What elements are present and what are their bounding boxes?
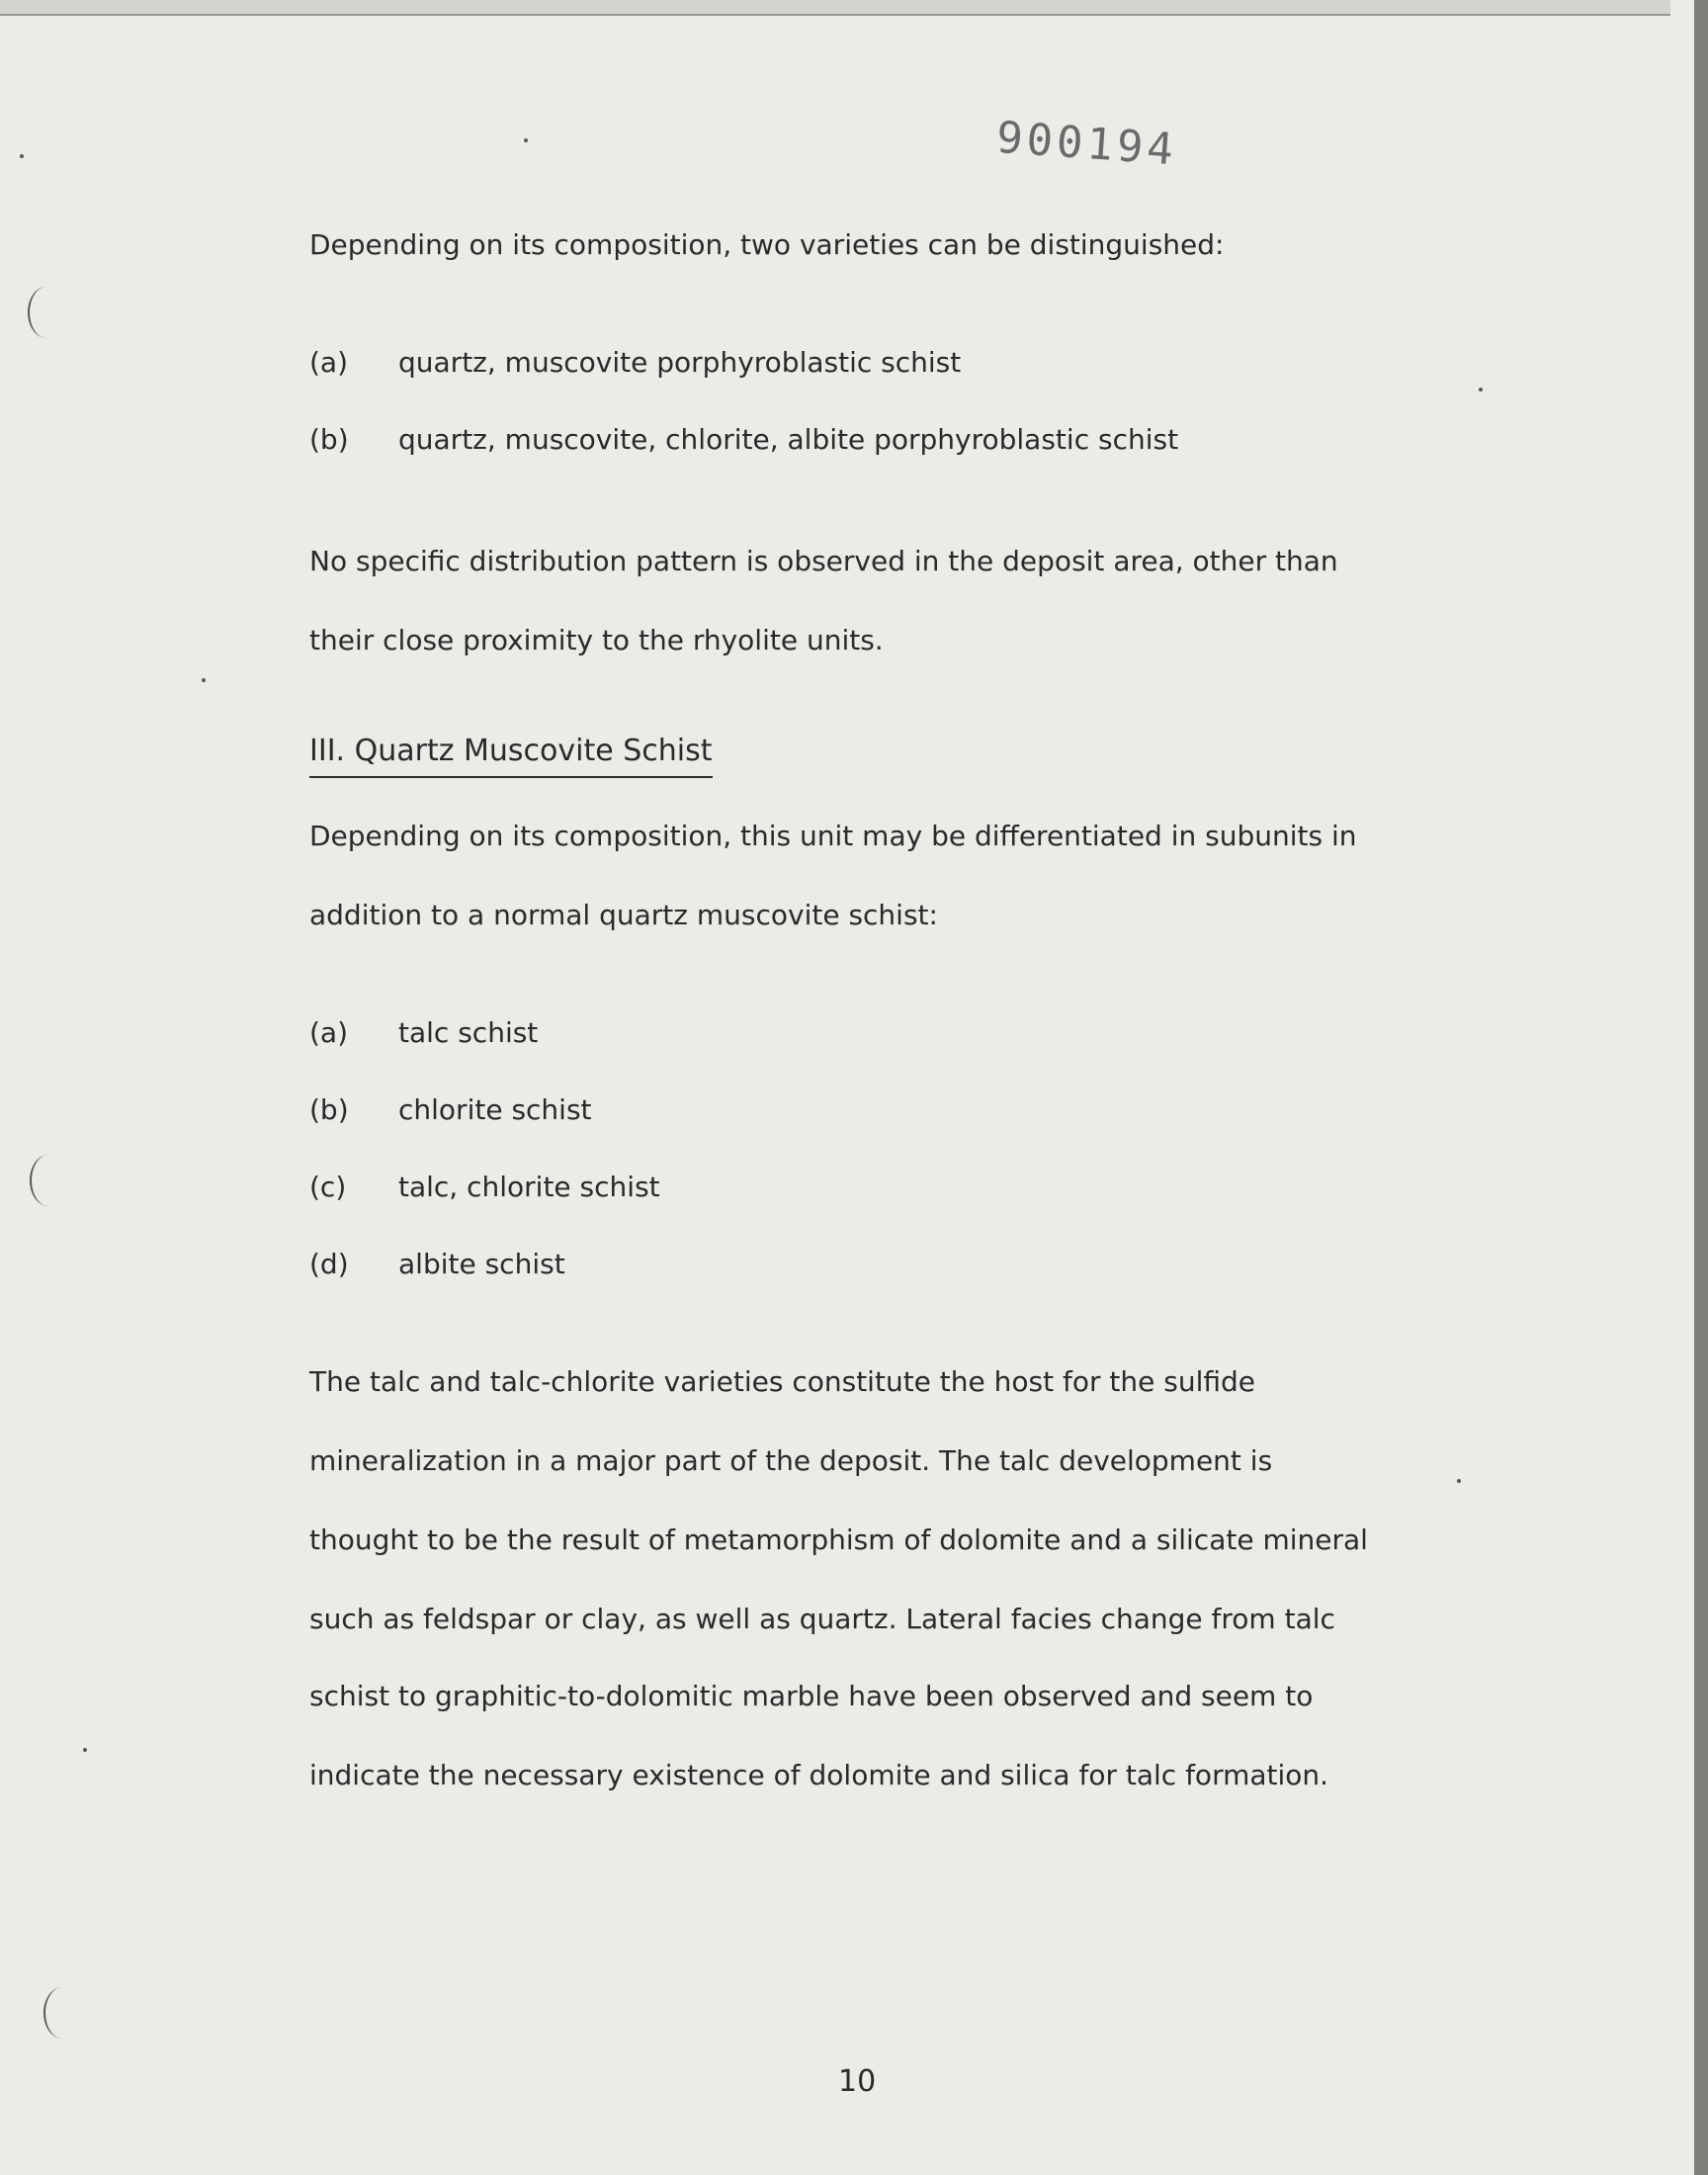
list-marker: (b) [309,1093,349,1126]
page-top-edge [0,0,1670,16]
list-item [309,1248,565,1280]
list-marker: (d) [309,1248,349,1280]
list-item-text: quartz, muscovite porphyroblastic schist [398,346,962,379]
paragraph-line: No specific distribution pattern is observed in the deposit area, other than [309,545,1338,577]
list-item-text: chlorite schist [398,1093,592,1126]
list-item [309,346,961,379]
list-item [309,1171,660,1203]
page-right-edge [1694,0,1708,2175]
scan-speck [83,1748,87,1752]
section-heading: III. Quartz Muscovite Schist [309,734,713,778]
list-marker: (a) [309,1016,349,1049]
list-item [309,423,1178,456]
list-item-text: talc, chlorite schist [398,1171,660,1203]
paragraph-line: such as feldspar or clay, as well as quartz. Lateral facies change from talc [309,1603,1335,1635]
paragraph-line: mineralization in a major part of the deposit. The talc development is [309,1444,1273,1477]
paragraph-line: indicate the necessary existence of dolomite and silica for talc formation. [309,1759,1329,1791]
scan-speck [20,154,24,158]
punch-hole [30,1155,67,1206]
paragraph-line: The talc and talc-chlorite varieties constitute the host for the sulfide [309,1365,1255,1398]
list-item [309,1093,592,1126]
list-marker: (a) [309,346,349,379]
list-item-text: quartz, muscovite, chlorite, albite porphyroblastic schist [398,423,1179,456]
paragraph-line: thought to be the result of metamorphism of dolomite and a silicate mineral [309,1523,1368,1556]
scan-speck [524,138,528,142]
list-marker: (b) [309,423,349,456]
page-number: 10 [838,2064,877,2099]
list-item-text: albite schist [398,1248,565,1280]
document-stamp-number: 900194 [994,112,1179,176]
paragraph-line: their close proximity to the rhyolite units. [309,624,884,656]
scan-speck [1457,1479,1461,1483]
scan-speck [202,678,206,682]
paragraph-line: addition to a normal quartz muscovite schist: [309,899,938,931]
list-item-text: talc schist [398,1016,539,1049]
punch-hole [43,1987,81,2039]
paragraph-line: schist to graphitic-to-dolomitic marble have been observed and seem to [309,1680,1314,1712]
scan-speck [1479,388,1483,392]
list-marker: (c) [309,1171,347,1203]
intro-line: Depending on its composition, two varieties can be distinguished: [309,228,1225,261]
list-item [309,1016,538,1049]
punch-hole [28,287,65,338]
paragraph-line: Depending on its composition, this unit may be differentiated in subunits in [309,820,1357,852]
